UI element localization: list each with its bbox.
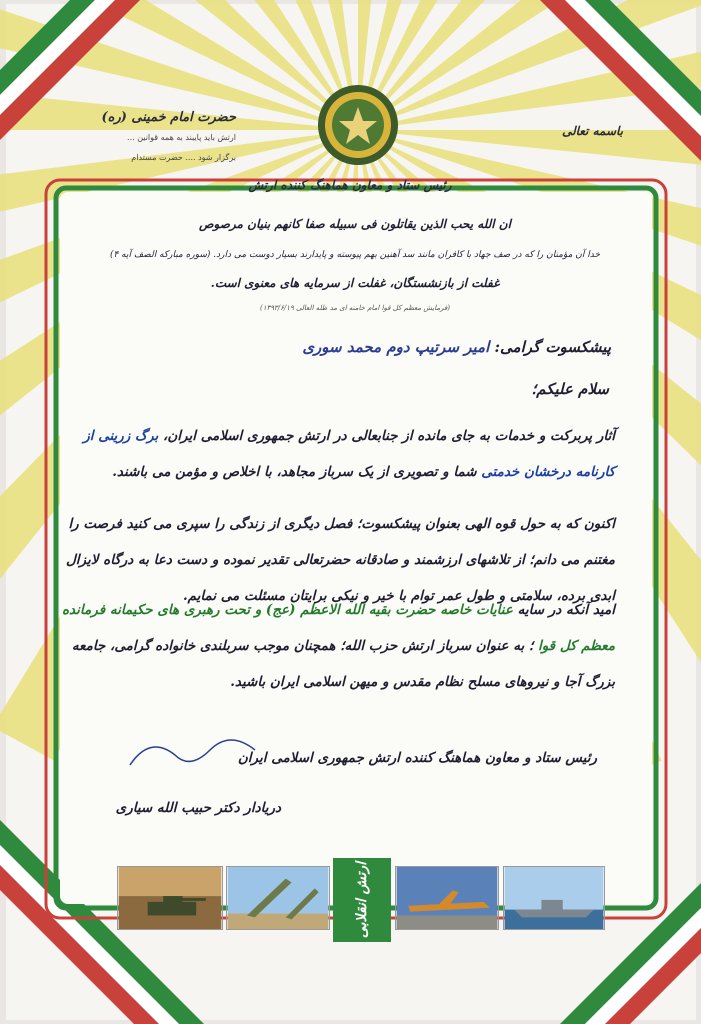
leader-quote: غفلت از بازنشستگان، غفلت از سرمایه های معنوی است. xyxy=(210,276,500,290)
paragraph-1-highlight: برگ زرینی از کارنامه درخشان خدمتی xyxy=(83,428,615,480)
imam-quote-heading: حضرت امام خمینی (ره) xyxy=(101,110,236,125)
revolutionary-army-logo xyxy=(333,858,391,942)
photo-aircraft xyxy=(395,866,499,930)
photo-warship xyxy=(503,866,605,930)
paragraph-1 xyxy=(55,418,615,490)
paragraph-3-highlight: عنایات خاصه حضرت بقیه الله الاعظم (عج) و تحت رهبری های حکیمانه فرمانده معظم کل قوا xyxy=(61,602,615,654)
verse-translation: خدا آن مؤمنان را که در صف جهاد با کافران مانند سد آهنین بهم پیوسته و پایدارند بسیار دوست می دارد. (سوره مبارکه الصف آیه ۴) xyxy=(109,250,601,260)
imam-quote-line-1: ارتش باید پایبند به همه قوانین ... xyxy=(127,133,236,142)
recipient-prefix: پیشکسوت گرامی: xyxy=(494,338,611,356)
quran-verse: ان الله یحب الذین یقاتلون فی سبیله صفا کانهم بنیان مرصوص xyxy=(199,217,511,231)
recipient-name: امیر سرتیپ دوم محمد سوری xyxy=(302,338,490,356)
imam-quote-line-2: برگزار شود .... حضرت مستدام xyxy=(131,153,236,162)
paragraph-3-text-b: ؛ به عنوان سرباز ارتش حزب الله؛ همچنان موجب سربلندی خانواده گرامی، جامعه بزرگ آجا و نیروهای مسلح نظام مقدس و میهن اسلامی ایران باشید. xyxy=(71,638,615,690)
paragraph-3 xyxy=(55,592,615,700)
paragraph-3-text-a: امید آنکه در سایه xyxy=(517,602,615,618)
recipient-line xyxy=(302,338,611,356)
imam-quote-block xyxy=(36,110,236,165)
basmala-heading: باسمه تعالی xyxy=(561,124,623,138)
paragraph-1-text-a: آثار پربرکت و خدمات به جای مانده از جنابعالی در ارتش جمهوری اسلامی ایران، xyxy=(163,428,615,444)
leader-quote-source: (فرمایش معظم کل قوا امام خامنه ای مد ظله العالی ۱۳۹۳/۶/۱۹) xyxy=(259,304,451,312)
photo-missile-battery xyxy=(226,866,330,930)
photo-tank xyxy=(117,866,223,930)
logo-text: ارتش انقلابی xyxy=(354,861,370,939)
signature-name: دریادار دکتر حبیب الله سیاری xyxy=(115,800,281,816)
issuer-subtitle: رئیس ستاد و معاون هماهنگ کننده ارتش xyxy=(248,178,452,192)
greeting: سلام علیکم؛ xyxy=(531,380,609,398)
paragraph-1-text-b: شما و تصویری از یک سرباز مجاهد، با اخلاص و مؤمن می باشند. xyxy=(112,464,477,480)
signature-title: رئیس ستاد و معاون هماهنگ کننده ارتش جمهوری اسلامی ایران xyxy=(237,750,597,766)
paragraph-2: اکنون که به حول قوه الهی بعنوان پیشکسوت؛ فصل دیگری از زندگی را سپری می کنید فرصت را مغتنم می دانم؛ از تلاشهای ارزشمند و صادقانه حضرتعالی تقدیر نموده و دست دعا به درگاه لایزال ابدی برده، سلامتی و طول عمر توام با خیر و نیکی برایتان مسئلت می نمایم. xyxy=(65,516,615,604)
army-emblem xyxy=(318,85,398,165)
